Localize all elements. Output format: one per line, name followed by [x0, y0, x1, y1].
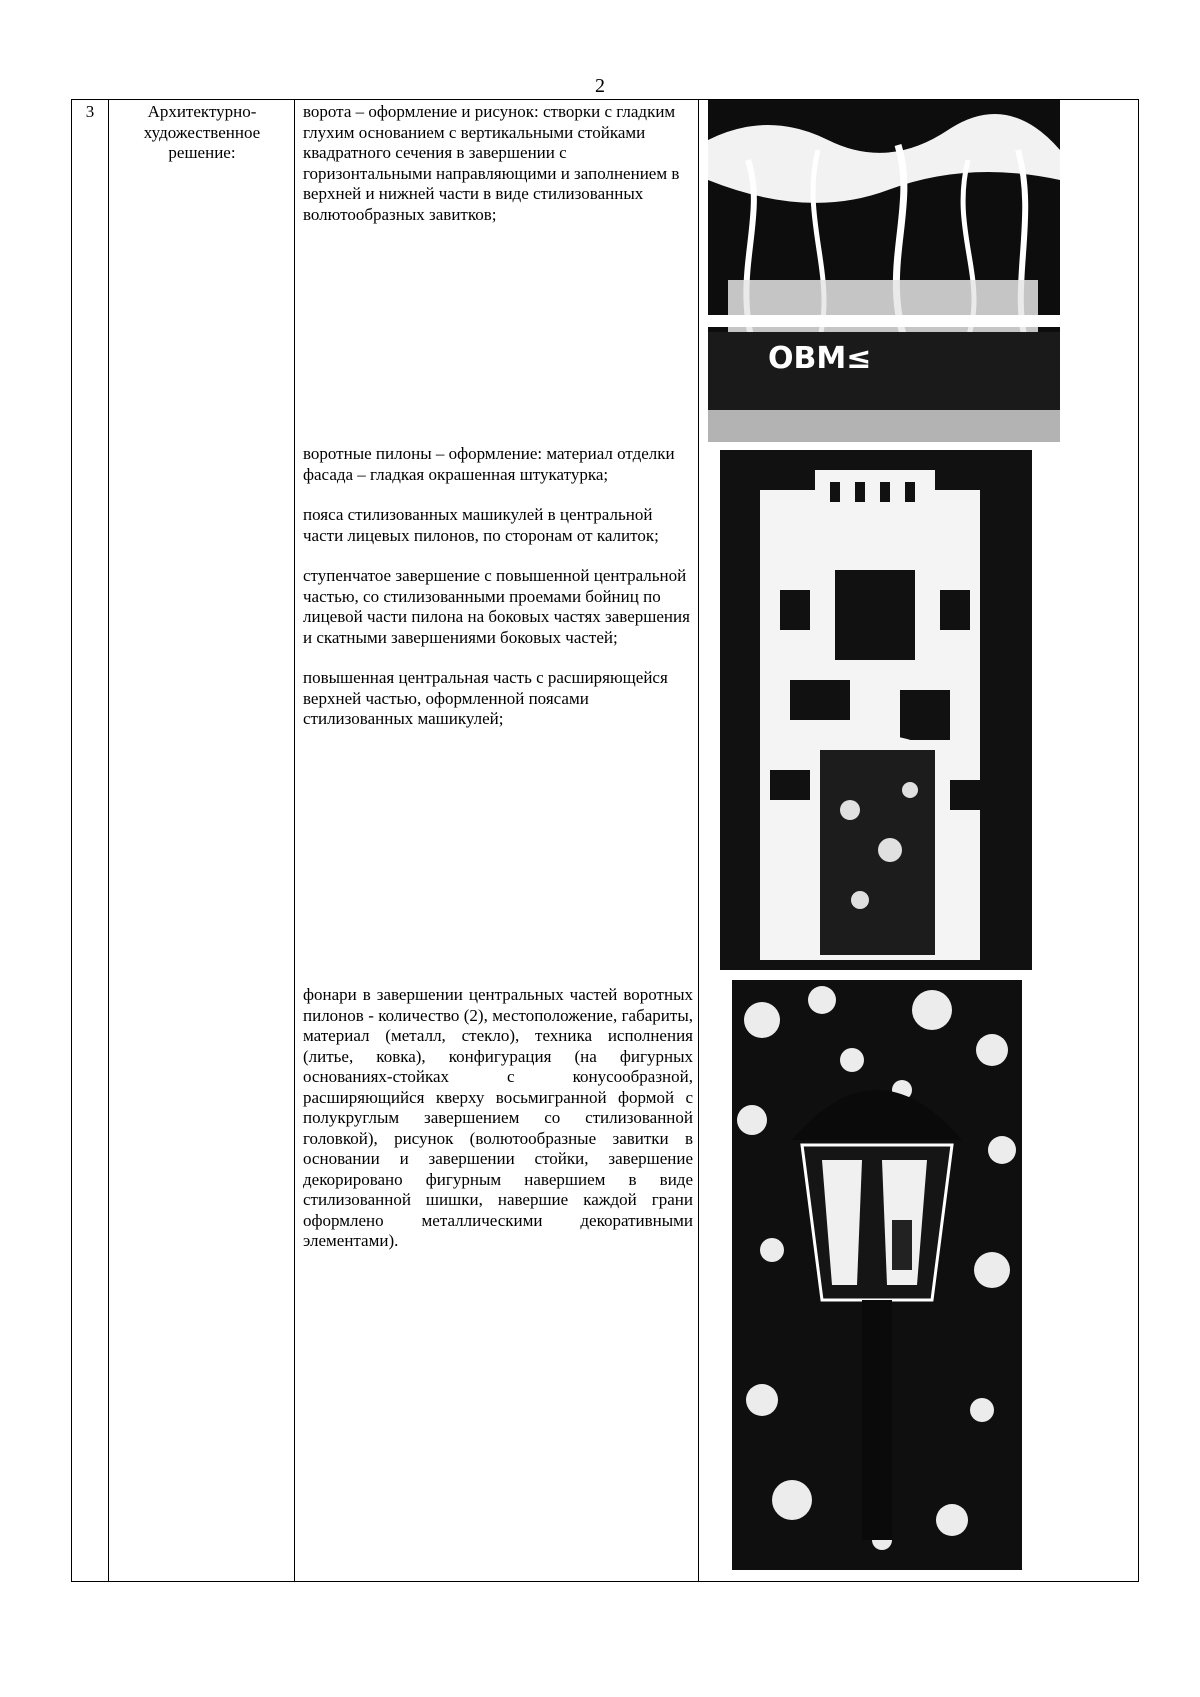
pylon-description — [303, 444, 693, 730]
gate-pylon-photo — [720, 450, 1032, 970]
description-paragraph: фонари в завершении центральных частей воротных пилонов - количество (2), местоположение, габариты, материал (металл, стекло), техника исполнения (литье, ковка), конфигурация (на фигурных основаниях-стойках с конусообразной, расширяющийся кверху восьмигранной формой с полукруглым завершением со стилизованной головкой), рисунок (волютообразные завитки в основании и завершении стойки, завершение декорировано фигурным навершием в виде стилизованной шишки, навершие каждой грани оформлено металлическими декоративными элементами). — [303, 985, 693, 1250]
document-table — [71, 99, 1139, 1582]
description-paragraph: воротные пилоны – оформление: материал отделки фасада – гладкая окрашенная штукатурка; — [303, 444, 675, 484]
gate-photo — [708, 100, 1060, 442]
row-number: 3 — [85, 102, 95, 121]
svg-text:OBM≤: OBM≤ — [768, 341, 872, 376]
column-divider — [108, 100, 109, 1581]
gate-pylon-photo-icon — [720, 450, 1032, 970]
description-paragraph: ворота – оформление и рисунок: створки с гладким глухим основанием с вертикальными стойками квадратного сечения в завершении с горизонтальными направляющими и заполнением в верхней и нижней части в виде стилизованных волютообразных завитков; — [303, 102, 680, 224]
lantern-photo-icon — [732, 980, 1022, 1570]
description-paragraph: повышенная центральная часть с расширяющейся верхней частью, оформленной поясами стилизованных машикулей; — [303, 668, 668, 728]
description-paragraph: пояса стилизованных машикулей в центральной части лицевых пилонов, по сторонам от калиток; — [303, 505, 659, 545]
description-paragraph: ступенчатое завершение с повышенной центральной частью, со стилизованными проемами бойниц по лицевой части пилона на боковых частях завершения и скатными завершениями боковых частей; — [303, 566, 690, 647]
section-title-line: Архитектурно- — [147, 102, 257, 121]
section-title-line: художественное — [143, 122, 261, 142]
column-divider — [294, 100, 295, 1581]
page-number: 2 — [595, 75, 605, 97]
lantern-description — [303, 985, 693, 1252]
section-title — [110, 102, 294, 164]
lantern-photo — [732, 980, 1022, 1570]
column-divider — [698, 100, 699, 1581]
section-title-line: решение: — [168, 143, 236, 162]
gate-photo-icon — [708, 100, 1060, 442]
gate-description — [303, 102, 693, 225]
